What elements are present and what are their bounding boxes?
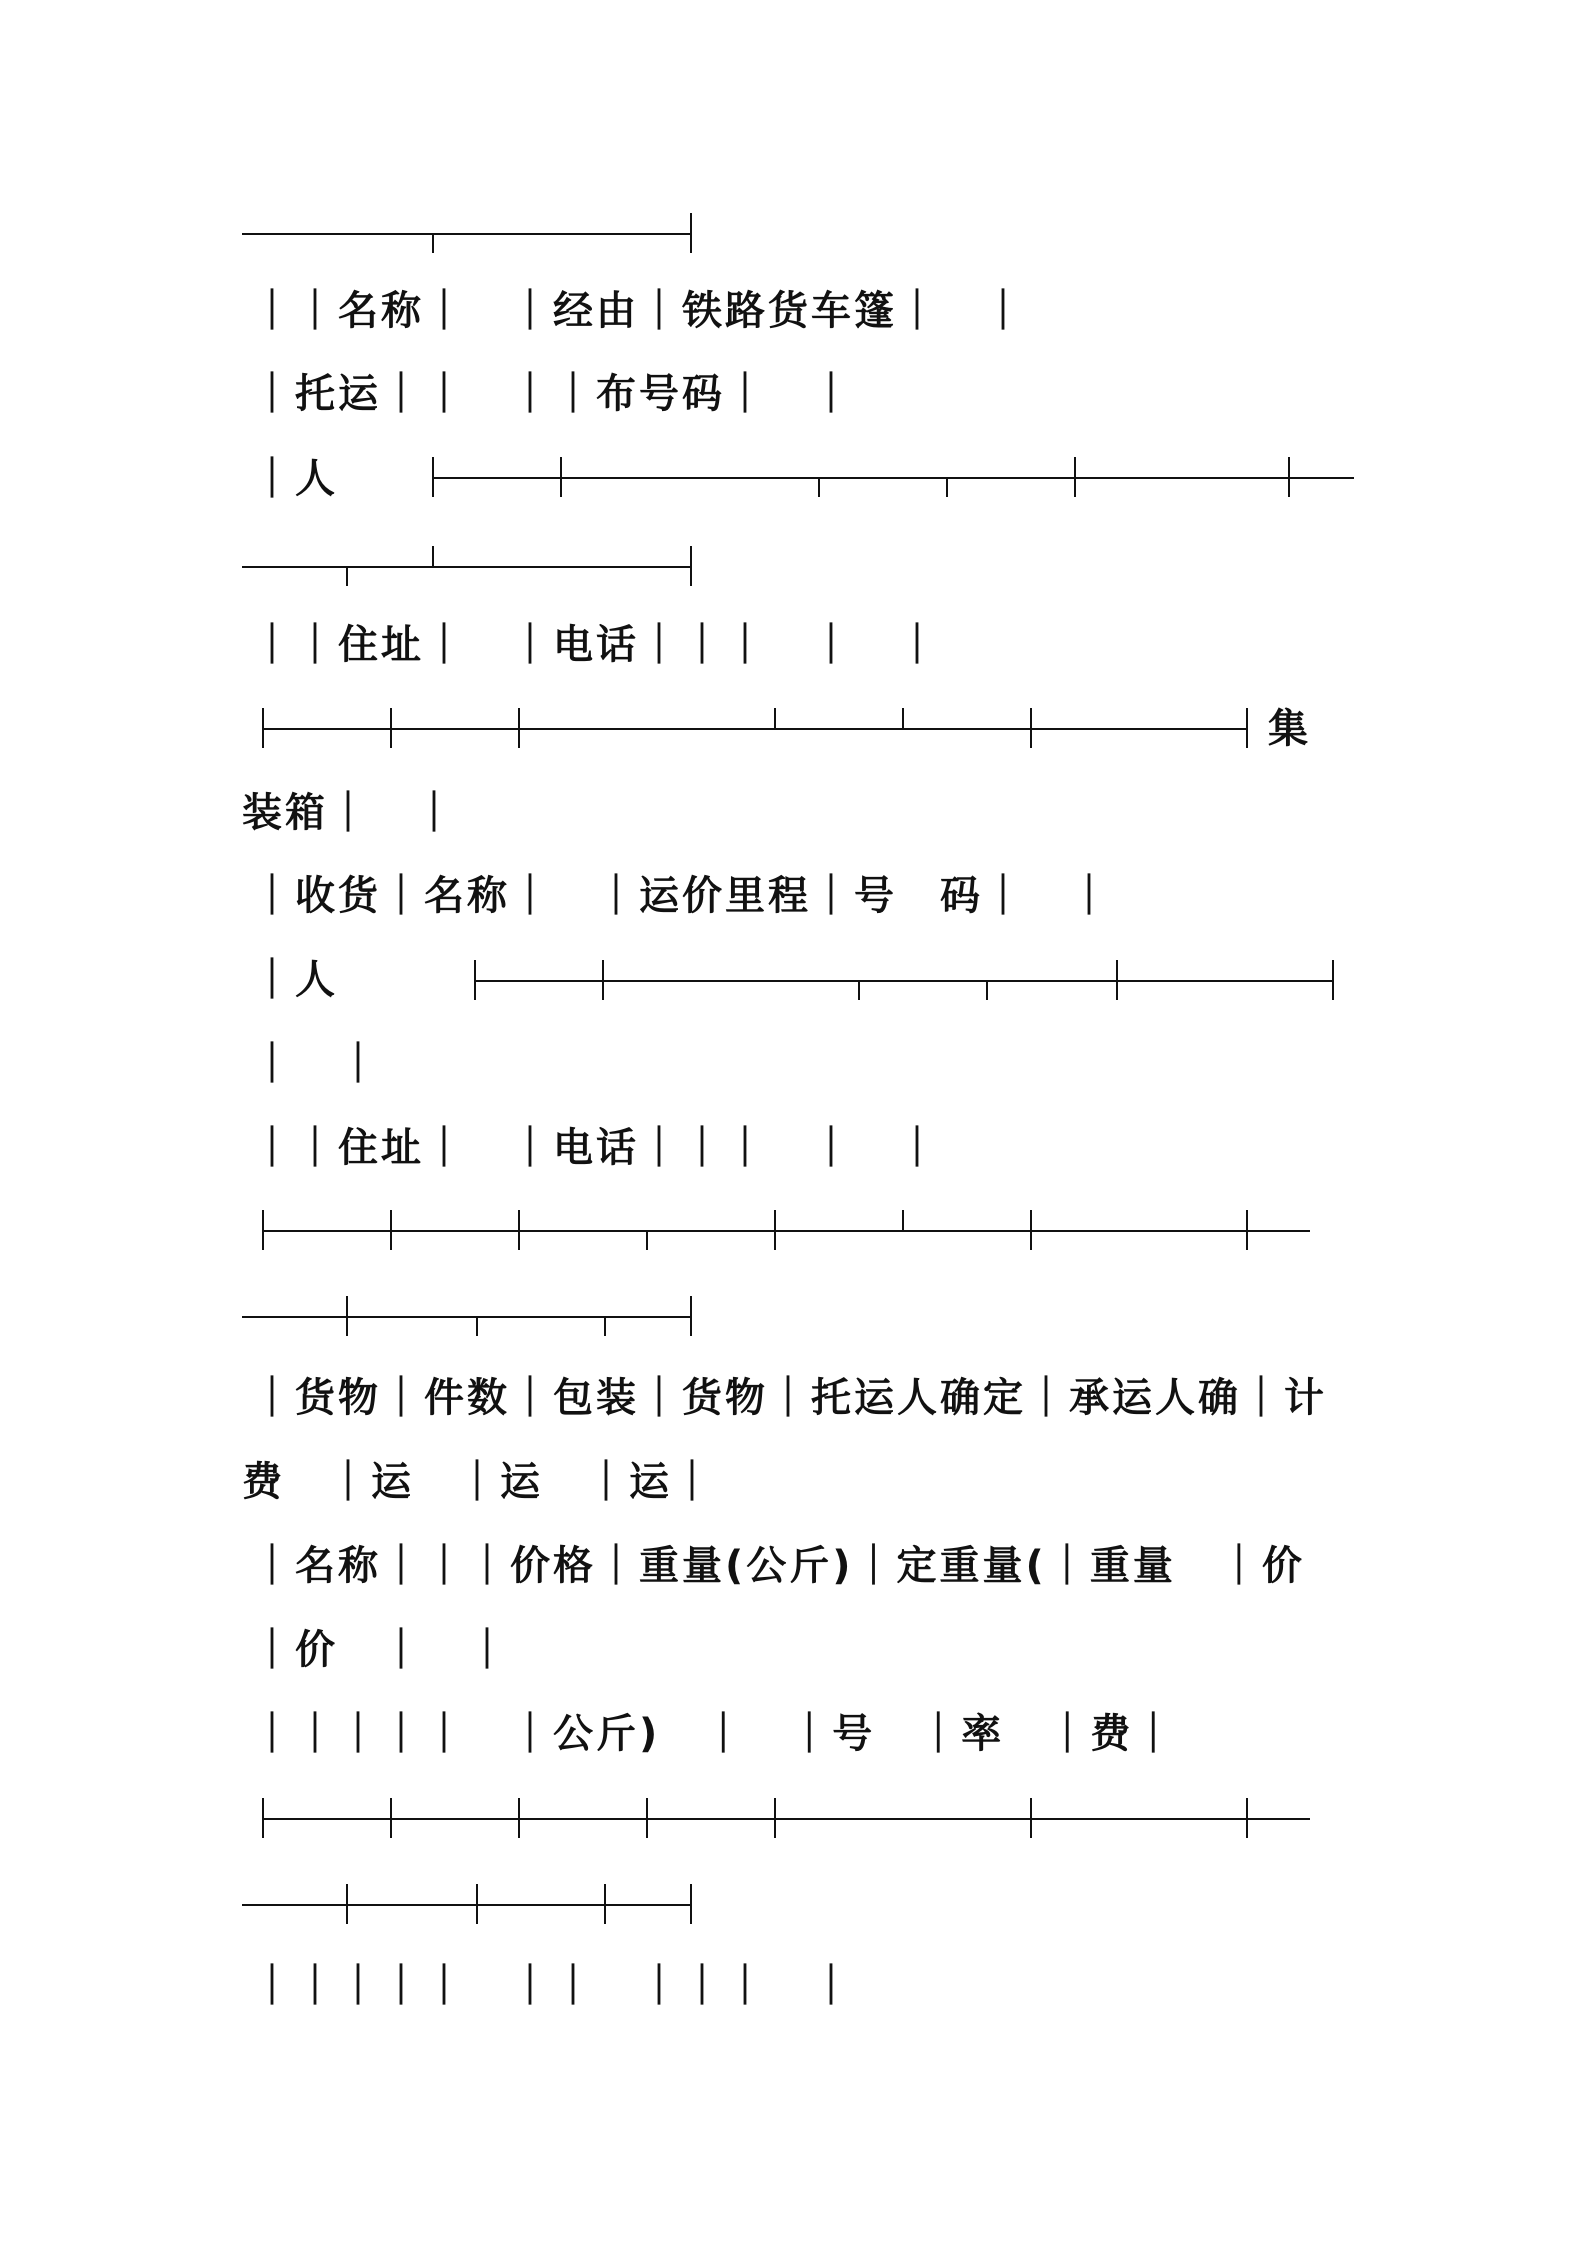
table-tick <box>1030 1798 1032 1838</box>
table-tick <box>774 1798 776 1838</box>
text-line: ｜名称｜｜｜价格｜重量(公斤)｜定重量(｜重量 ｜价 <box>252 1543 1305 1589</box>
text-line: ｜价 ｜ ｜ <box>252 1627 510 1673</box>
table-rule <box>432 477 1354 479</box>
table-tick <box>390 1210 392 1250</box>
table-tick <box>346 566 348 586</box>
table-tick <box>390 1798 392 1838</box>
table-tick <box>518 1210 520 1250</box>
text-line: ｜人 <box>252 957 338 1003</box>
text-line: 集 <box>1268 706 1311 752</box>
table-tick <box>262 708 264 748</box>
table-tick <box>1116 960 1118 1000</box>
text-line: ｜ ｜ <box>252 1041 381 1087</box>
table-rule <box>262 1818 1310 1820</box>
text-line: ｜｜住址｜ ｜电话｜｜｜ ｜ ｜ <box>252 1125 940 1171</box>
table-tick <box>346 1884 348 1924</box>
table-tick <box>346 1296 348 1336</box>
table-tick <box>560 457 562 497</box>
table-tick <box>262 1210 264 1250</box>
table-tick <box>646 1798 648 1838</box>
table-tick <box>1246 708 1248 748</box>
table-tick <box>604 1316 606 1336</box>
text-line: ｜｜名称｜ ｜经由｜铁路货车篷｜ ｜ <box>252 288 1026 334</box>
text-line: 装箱｜ ｜ <box>242 790 457 836</box>
table-tick <box>1332 960 1334 1000</box>
text-line: ｜｜｜｜｜ ｜｜ ｜｜｜ ｜ <box>252 1963 854 2009</box>
table-tick <box>1246 1210 1248 1250</box>
text-line: ｜货物｜件数｜包装｜货物｜托运人确定｜承运人确｜计 <box>252 1375 1327 1421</box>
table-tick <box>986 980 988 1000</box>
table-tick <box>690 546 692 586</box>
table-tick <box>690 1296 692 1336</box>
table-tick <box>432 457 434 497</box>
text-line: ｜｜住址｜ ｜电话｜｜｜ ｜ ｜ <box>252 622 940 668</box>
table-tick <box>262 1798 264 1838</box>
table-tick <box>474 960 476 1000</box>
table-tick <box>818 477 820 497</box>
table-rule <box>242 233 692 235</box>
table-tick <box>902 708 904 728</box>
table-tick <box>1288 457 1290 497</box>
table-rule <box>262 1230 1310 1232</box>
table-tick <box>390 708 392 748</box>
text-line: 费 ｜运 ｜运 ｜运｜ <box>242 1459 715 1505</box>
table-tick <box>858 980 860 1000</box>
text-line: ｜人 <box>252 456 338 502</box>
text-line: ｜托运｜｜ ｜｜布号码｜ ｜ <box>252 371 854 417</box>
table-tick <box>1246 1798 1248 1838</box>
table-rule <box>242 1316 692 1318</box>
text-line: ｜｜｜｜｜ ｜公斤) ｜ ｜号 ｜率 ｜费｜ <box>252 1711 1177 1757</box>
text-line: ｜收货｜名称｜ ｜运价里程｜号 码｜ ｜ <box>252 873 1112 919</box>
table-tick <box>602 960 604 1000</box>
table-tick <box>690 1884 692 1924</box>
table-tick <box>690 213 692 253</box>
table-tick <box>1030 1210 1032 1250</box>
table-tick <box>902 1210 904 1230</box>
table-tick <box>646 1230 648 1250</box>
table-rule <box>242 566 692 568</box>
table-tick <box>432 546 434 566</box>
table-tick <box>1074 457 1076 497</box>
table-tick <box>774 708 776 728</box>
table-tick <box>518 708 520 748</box>
table-tick <box>774 1210 776 1250</box>
table-tick <box>432 233 434 253</box>
table-tick <box>1030 708 1032 748</box>
table-tick <box>476 1316 478 1336</box>
table-rule <box>262 728 1248 730</box>
table-tick <box>946 477 948 497</box>
table-tick <box>518 1798 520 1838</box>
table-tick <box>476 1884 478 1924</box>
table-tick <box>604 1884 606 1924</box>
table-rule <box>242 1904 692 1906</box>
